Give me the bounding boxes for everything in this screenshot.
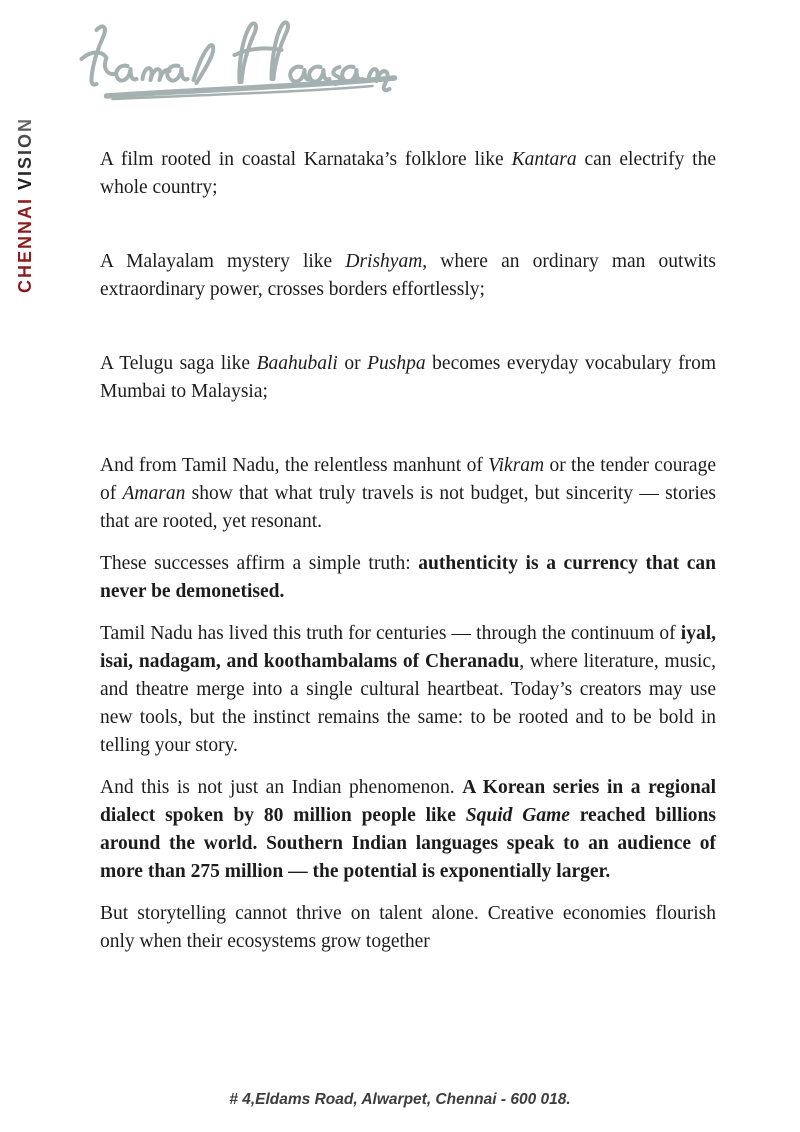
text-run: Squid Game: [465, 805, 570, 826]
paragraph: [100, 248, 716, 304]
paragraph: [100, 900, 716, 956]
text-run: authenticity is a currency that can never be demonetised.: [100, 553, 716, 602]
text-run: And this is not just an Indian phenomenon.: [100, 777, 463, 798]
brand-vertical-text: [15, 117, 36, 293]
text-run: reached billions around the world. Southern Indian languages speak to an audience of more than 275 million — the potential is exponentially larger.: [100, 805, 716, 882]
text-run: , where literature, music, and theatre merge into a single cultural heartbeat. Today’s creators may use new tools, but the instinct remains the same: to be rooted and to be bold in telling your story.: [100, 651, 716, 756]
text-run: Amaran: [122, 483, 186, 504]
text-run: But storytelling cannot thrive on talent alone. Creative economies flourish only when their ecosystems grow together: [100, 903, 716, 952]
text-run: or: [337, 353, 368, 374]
text-run: Vikram: [488, 455, 545, 476]
text-run: Tamil Nadu has lived this truth for centuries — through the continuum of: [100, 623, 681, 644]
text-run: becomes everyday vocabulary from Mumbai to Malaysia;: [100, 353, 716, 402]
paragraph: [100, 146, 716, 202]
brand-chennai-label: CHENNAI: [15, 196, 35, 293]
text-run: A Malayalam mystery like: [100, 251, 346, 272]
text-run: can electrify the whole country;: [100, 149, 717, 198]
paragraph: [100, 350, 716, 406]
kamal-haasan-signature: [70, 18, 405, 110]
text-run: These successes affirm a simple truth:: [100, 553, 419, 574]
text-run: , where an ordinary man outwits extraordinary power, crosses borders effortlessly;: [100, 251, 716, 300]
paragraph: [100, 774, 716, 886]
footer-address: # 4,Eldams Road, Alwarpet, Chennai - 600 018.: [229, 1091, 571, 1108]
text-run: And from Tamil Nadu, the relentless manhunt of: [100, 455, 489, 476]
paragraph: [100, 452, 716, 536]
text-run: Baahubali: [256, 353, 338, 374]
text-run: A film rooted in coastal Karnataka’s folklore like: [100, 149, 512, 170]
text-run: A Telugu saga like: [100, 353, 257, 374]
text-run: A Korean series in a regional dialect spoken by 80 million people like: [100, 777, 716, 826]
text-run: show that what truly travels is not budget, but sincerity — stories that are rooted, yet resonant.: [100, 483, 716, 532]
brand-vision-label: VISION: [15, 116, 35, 190]
text-run: iyal, isai, nadagam, and koothambalams of Cheranadu: [100, 623, 716, 672]
letter-body: [100, 146, 716, 970]
text-run: or the tender courage of: [100, 455, 716, 504]
paragraph: [100, 620, 716, 760]
text-run: Drishyam: [345, 251, 423, 272]
paragraph: [100, 550, 716, 606]
text-run: Kantara: [511, 149, 577, 170]
text-run: Pushpa: [367, 353, 426, 374]
